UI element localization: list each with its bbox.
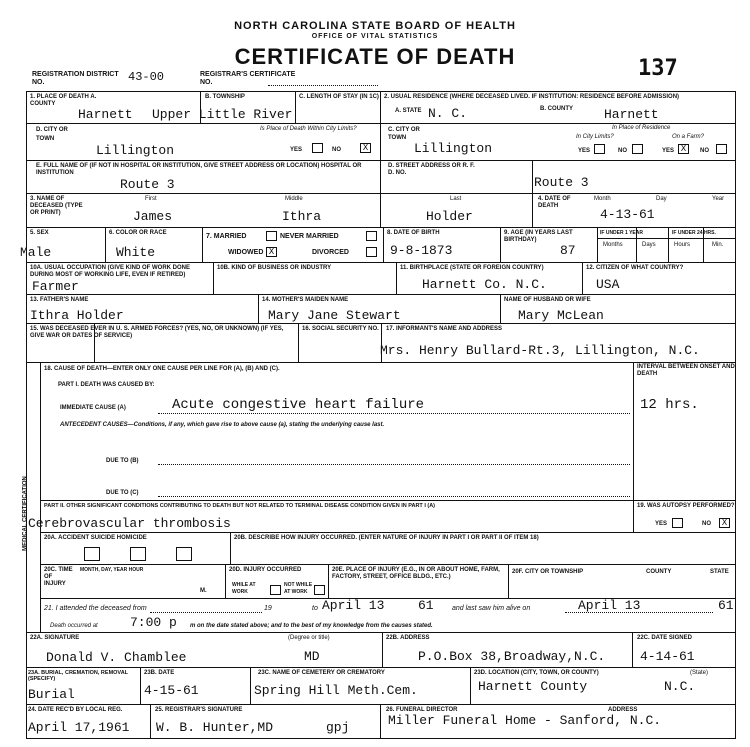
immediate-cause-label: IMMEDIATE CAUSE (A): [60, 405, 126, 411]
within-limits-label: Is Place of Death Within City Limits?: [260, 126, 357, 132]
antecedent-label: ANTECEDENT CAUSES—Conditions, if any, which gave rise to above cause (a), stating the underlying cause last.: [60, 422, 385, 428]
part2-label: PART II. OTHER SIGNIFICANT CONDITIONS CONTRIBUTING TO DEATH BUT NOT RELATED TO TERMINAL DISEASE CONDITION GIVEN IN PART I (A): [44, 503, 436, 509]
burial-location: Harnett County: [478, 679, 588, 694]
residence-label: 2. USUAL RESIDENCE (WHERE DECEASED LIVED. IF INSTITUTION: RESIDENCE BEFORE ADMISSION): [384, 94, 680, 100]
divorced-box[interactable]: [366, 247, 377, 257]
residence-city: Lillington: [414, 141, 493, 156]
township-label: B. TOWNSHIP: [205, 94, 245, 100]
never-married-box[interactable]: [366, 231, 377, 241]
autopsy-yes-box[interactable]: [672, 518, 683, 528]
date-signed: 4-14-61: [640, 649, 695, 664]
res-farm-yes-label: YES: [662, 148, 675, 154]
informant-label: 17. INFORMANT'S NAME AND ADDRESS: [386, 326, 502, 332]
deceased-name-label: 3. NAME OF DECEASED (TYPE OR PRINT): [30, 196, 83, 216]
due-to-b-label: DUE TO (B): [106, 458, 139, 464]
father-label: 13. FATHER'S NAME: [30, 297, 89, 303]
date-received-label: 24. DATE REC'D BY LOCAL REG.: [28, 707, 123, 713]
residence-city-label: C. CITY OR TOWN: [388, 127, 420, 141]
injury-occurred-label: 20D. INJURY OCCURRED: [229, 567, 302, 573]
citizen-label: 12. CITIZEN OF WHAT COUNTRY?: [586, 265, 684, 271]
sex-value: Male: [20, 245, 52, 260]
father-value: Ithra Holder: [30, 308, 124, 323]
length-of-stay-label: C. LENGTH OF STAY (IN 1C): [299, 94, 379, 100]
certifier-signature: Donald V. Chamblee: [46, 650, 187, 665]
cause-label: 18. CAUSE OF DEATH—ENTER ONLY ONE CAUSE PER LINE FOR (A), (B) AND (C).: [44, 366, 280, 372]
injury-city-label: 20F. CITY OR TOWNSHIP: [512, 569, 584, 575]
under-1-year-label: IF UNDER 1 YEAR: [600, 230, 643, 236]
birthplace-value: Harnett Co. N.C.: [422, 277, 547, 292]
last-saw-label: and last saw him alive on: [452, 605, 531, 612]
occupation-value: Farmer: [32, 279, 79, 294]
death-city-label: D. CITY OR TOWN: [36, 127, 68, 142]
in-city-label: In City Limits?: [576, 134, 614, 140]
certificate-title: CERTIFICATE OF DEATH: [234, 44, 516, 69]
funeral-director: Miller Funeral Home - Sanford, N.C.: [388, 713, 662, 728]
last-seen-date: April 13: [578, 598, 641, 613]
immediate-cause: Acute congestive heart failure: [172, 397, 425, 413]
death-county: Harnett: [78, 107, 133, 122]
on-farm-label: On a Farm?: [672, 134, 705, 140]
res-city-no-label: NO: [618, 148, 627, 154]
attended-to: April 13: [322, 598, 385, 613]
last-name-label: Last: [450, 196, 462, 202]
injury-state-label: STATE: [710, 569, 729, 575]
divorced-label: DIVORCED: [312, 249, 349, 256]
hospital-label: E. FULL NAME OF (IF NOT IN HOSPITAL OR INSTITUTION, GIVE STREET ADDRESS OR LOCATION) HOSPITAL OR INSTITUTION: [36, 163, 362, 176]
res-city-no-box[interactable]: [632, 144, 643, 154]
registrar-signature-label: 25. REGISTRAR'S SIGNATURE: [155, 707, 243, 713]
business-label: 10B. KIND OF BUSINESS OR INDUSTRY: [217, 265, 332, 271]
death-limits-no-box[interactable]: X: [360, 143, 371, 153]
dob-label: 8. DATE OF BIRTH: [387, 230, 440, 236]
interval-value: 12 hrs.: [640, 397, 699, 413]
certificate-number: 137: [638, 56, 678, 81]
burial-date: 4-15-61: [144, 683, 199, 698]
date-of-death: 4-13-61: [600, 207, 655, 222]
widowed-label: WIDOWED: [228, 249, 264, 256]
part1-label: PART I. DEATH WAS CAUSED BY:: [58, 382, 155, 388]
occupation-label: 10A. USUAL OCCUPATION (GIVE KIND OF WORK DONE DURING MOST OF WORKING LIFE, EVEN IF RETIRED): [30, 265, 191, 278]
sex-label: 5. SEX: [30, 230, 49, 236]
to-label: to: [312, 605, 318, 612]
medical-certification-side-label: MEDICAL CERTIFICATION: [22, 476, 29, 551]
from-year-label: 19: [264, 605, 272, 612]
place-of-injury-label: 20E. PLACE OF INJURY (E.G., IN OR ABOUT HOME, FARM, FACTORY, STREET, OFFICE BLDG., ETC.): [332, 567, 500, 580]
res-farm-yes-box[interactable]: X: [678, 144, 689, 154]
street-value: Route 3: [534, 175, 589, 190]
death-limits-yes-box[interactable]: [312, 143, 323, 153]
months-label: Months: [603, 242, 623, 248]
location-label: 23D. LOCATION (CITY, TOWN, OR COUNTY): [474, 670, 599, 676]
board-name: NORTH CAROLINA STATE BOARD OF HEALTH: [234, 20, 516, 32]
month-label: Month: [594, 196, 611, 202]
funeral-director-label: 26. FUNERAL DIRECTOR: [386, 707, 458, 713]
registrar-initials: gpj: [326, 720, 350, 735]
office-name: OFFICE OF VITAL STATISTICS: [311, 33, 439, 40]
certifier-address: P.O.Box 38,Broadway,N.C.: [418, 649, 606, 664]
armed-forces-label: 15. WAS DECEASED EVER IN U. S. ARMED FORCES? (YES, NO, OR UNKNOWN) (IF YES, GIVE WAR OR DATES OF SERVICE): [30, 326, 284, 339]
hospital-value: Route 3: [120, 177, 175, 192]
cemetery-label: 23C. NAME OF CEMETERY OR CREMATORY: [258, 670, 385, 676]
due-to-c-label: DUE TO (C): [106, 490, 139, 496]
not-while-at-work-label: NOT WHILE AT WORK: [284, 582, 313, 595]
death-occurred-label: Death occurred at: [50, 623, 98, 629]
autopsy-yes-label: YES: [655, 521, 668, 527]
dob-value: 9-8-1873: [390, 243, 453, 258]
burial-label: 23A. BURIAL, CREMATION, REMOVAL (SPECIFY): [28, 670, 128, 682]
residence-state: N. C.: [428, 106, 468, 121]
location-state-sub-label: (State): [690, 670, 709, 676]
homicide-box[interactable]: [176, 547, 192, 561]
under-24-hrs-label: IF UNDER 24 HRS.: [672, 230, 716, 236]
time-of-injury-label: 20C. TIME OF INJURY: [44, 567, 73, 587]
attended-label: 21. I attended the deceased from: [44, 605, 147, 612]
last-seen-year: 61: [718, 598, 734, 613]
residence-state-label: A. STATE: [395, 108, 422, 114]
spouse-value: Mary McLean: [518, 308, 604, 323]
res-farm-no-box[interactable]: [716, 144, 727, 154]
never-married-label: NEVER MARRIED: [280, 233, 339, 240]
place-of-death-label: 1. PLACE OF DEATH A. COUNTY: [30, 94, 97, 107]
widowed-box[interactable]: X: [266, 247, 277, 257]
death-limits-no-label: NO: [332, 147, 341, 153]
certifier-degree: MD: [304, 649, 320, 664]
married-box[interactable]: [266, 231, 277, 241]
cemetery-value: Spring Hill Meth.Cem.: [254, 683, 418, 698]
while-at-work-label: WHILE AT WORK: [232, 582, 256, 595]
time-sub-label: MONTH, DAY, YEAR HOUR: [80, 567, 144, 573]
autopsy-label: 19. WAS AUTOPSY PERFORMED?: [637, 503, 735, 509]
date-signed-label: 22C. DATE SIGNED: [637, 635, 692, 641]
residence-county-label: B. COUNTY: [540, 106, 573, 112]
min-label: Min.: [712, 242, 724, 248]
mother-label: 14. MOTHER'S MAIDEN NAME: [262, 297, 349, 303]
middle-name-label: Middle: [285, 196, 303, 202]
ssn-label: 16. SOCIAL SECURITY NO.: [302, 326, 379, 332]
registrar-certificate-label: REGISTRAR'S CERTIFICATE NO.: [200, 71, 296, 86]
hours-label: Hours: [674, 242, 691, 248]
first-name-label: First: [145, 196, 157, 202]
certifier-address-label: 22B. ADDRESS: [386, 635, 430, 641]
residence-county: Harnett: [604, 107, 659, 122]
death-city: Lillington: [96, 143, 175, 158]
while-at-work-box[interactable]: [270, 585, 281, 595]
accident-box[interactable]: [84, 547, 100, 561]
part2-value: Cerebrovascular thrombosis: [28, 516, 231, 531]
date-received: April 17,1961: [28, 720, 130, 735]
degree-label: (Degree or title): [288, 635, 330, 641]
not-while-box[interactable]: [314, 585, 325, 595]
spouse-label: NAME OF HUSBAND OR WIFE: [504, 297, 591, 303]
date-of-death-label: 4. DATE OF DEATH: [538, 196, 571, 209]
burial-value: Burial: [28, 687, 75, 702]
suicide-box[interactable]: [130, 547, 146, 561]
middle-name: Ithra: [282, 209, 322, 224]
registrar-signature: W. B. Hunter,MD: [156, 720, 274, 735]
res-farm-no-label: NO: [700, 148, 709, 154]
color-value: White: [116, 245, 156, 260]
burial-state: N.C.: [664, 679, 696, 694]
attended-to-year: 61: [418, 598, 434, 613]
citizen-value: USA: [596, 277, 620, 292]
interval-label: INTERVAL BETWEEN ONSET AND DEATH: [637, 364, 735, 377]
res-city-yes-label: YES: [578, 148, 591, 154]
autopsy-no-label: NO: [702, 521, 711, 527]
time-m-label: M.: [200, 588, 207, 594]
funeral-address-label: ADDRESS: [608, 707, 638, 713]
registration-district-label: REGISTRATION DISTRICT NO.: [32, 71, 119, 86]
injury-county-label: COUNTY: [646, 569, 672, 575]
birthplace-label: 11. BIRTHPLACE (STATE OR FOREIGN COUNTRY): [400, 265, 544, 271]
color-label: 6. COLOR OR RACE: [109, 230, 167, 236]
burial-date-label: 23B. DATE: [144, 670, 175, 676]
death-occurred-rest-label: m on the date stated above; and to the best of my knowledge from the causes stated.: [190, 623, 433, 629]
age-value: 87: [560, 243, 576, 258]
death-limits-yes-label: YES: [290, 147, 303, 153]
street-label: D. STREET ADDRESS OR R. F. D. NO.: [388, 163, 475, 176]
autopsy-no-box[interactable]: X: [719, 518, 730, 528]
age-label: 9. AGE (IN YEARS LAST BIRTHDAY): [504, 230, 573, 243]
year-label: Year: [712, 196, 725, 202]
registration-district-value: 43-00: [128, 70, 165, 84]
first-name: James: [133, 209, 173, 224]
day-label: Day: [656, 196, 667, 202]
signature-label: 22A. SIGNATURE: [30, 635, 80, 641]
death-time: 7:00 p: [130, 615, 177, 630]
accident-label: 20A. ACCIDENT SUICIDE HOMICIDE: [44, 535, 147, 541]
describe-injury-label: 20B. DESCRIBE HOW INJURY OCCURRED. (ENTER NATURE OF INJURY IN PART I OR PART II OF ITEM 18): [234, 535, 539, 541]
in-place-label: In Place of Residence: [612, 125, 671, 131]
informant-value: Mrs. Henry Bullard-Rt.3, Lillington, N.C.: [380, 343, 700, 358]
last-name: Holder: [426, 209, 473, 224]
married-label: 7. MARRIED: [206, 233, 247, 240]
mother-value: Mary Jane Stewart: [268, 308, 401, 323]
death-township: Upper Little River: [152, 107, 293, 122]
days-label: Days: [642, 242, 656, 248]
res-city-yes-box[interactable]: [594, 144, 605, 154]
